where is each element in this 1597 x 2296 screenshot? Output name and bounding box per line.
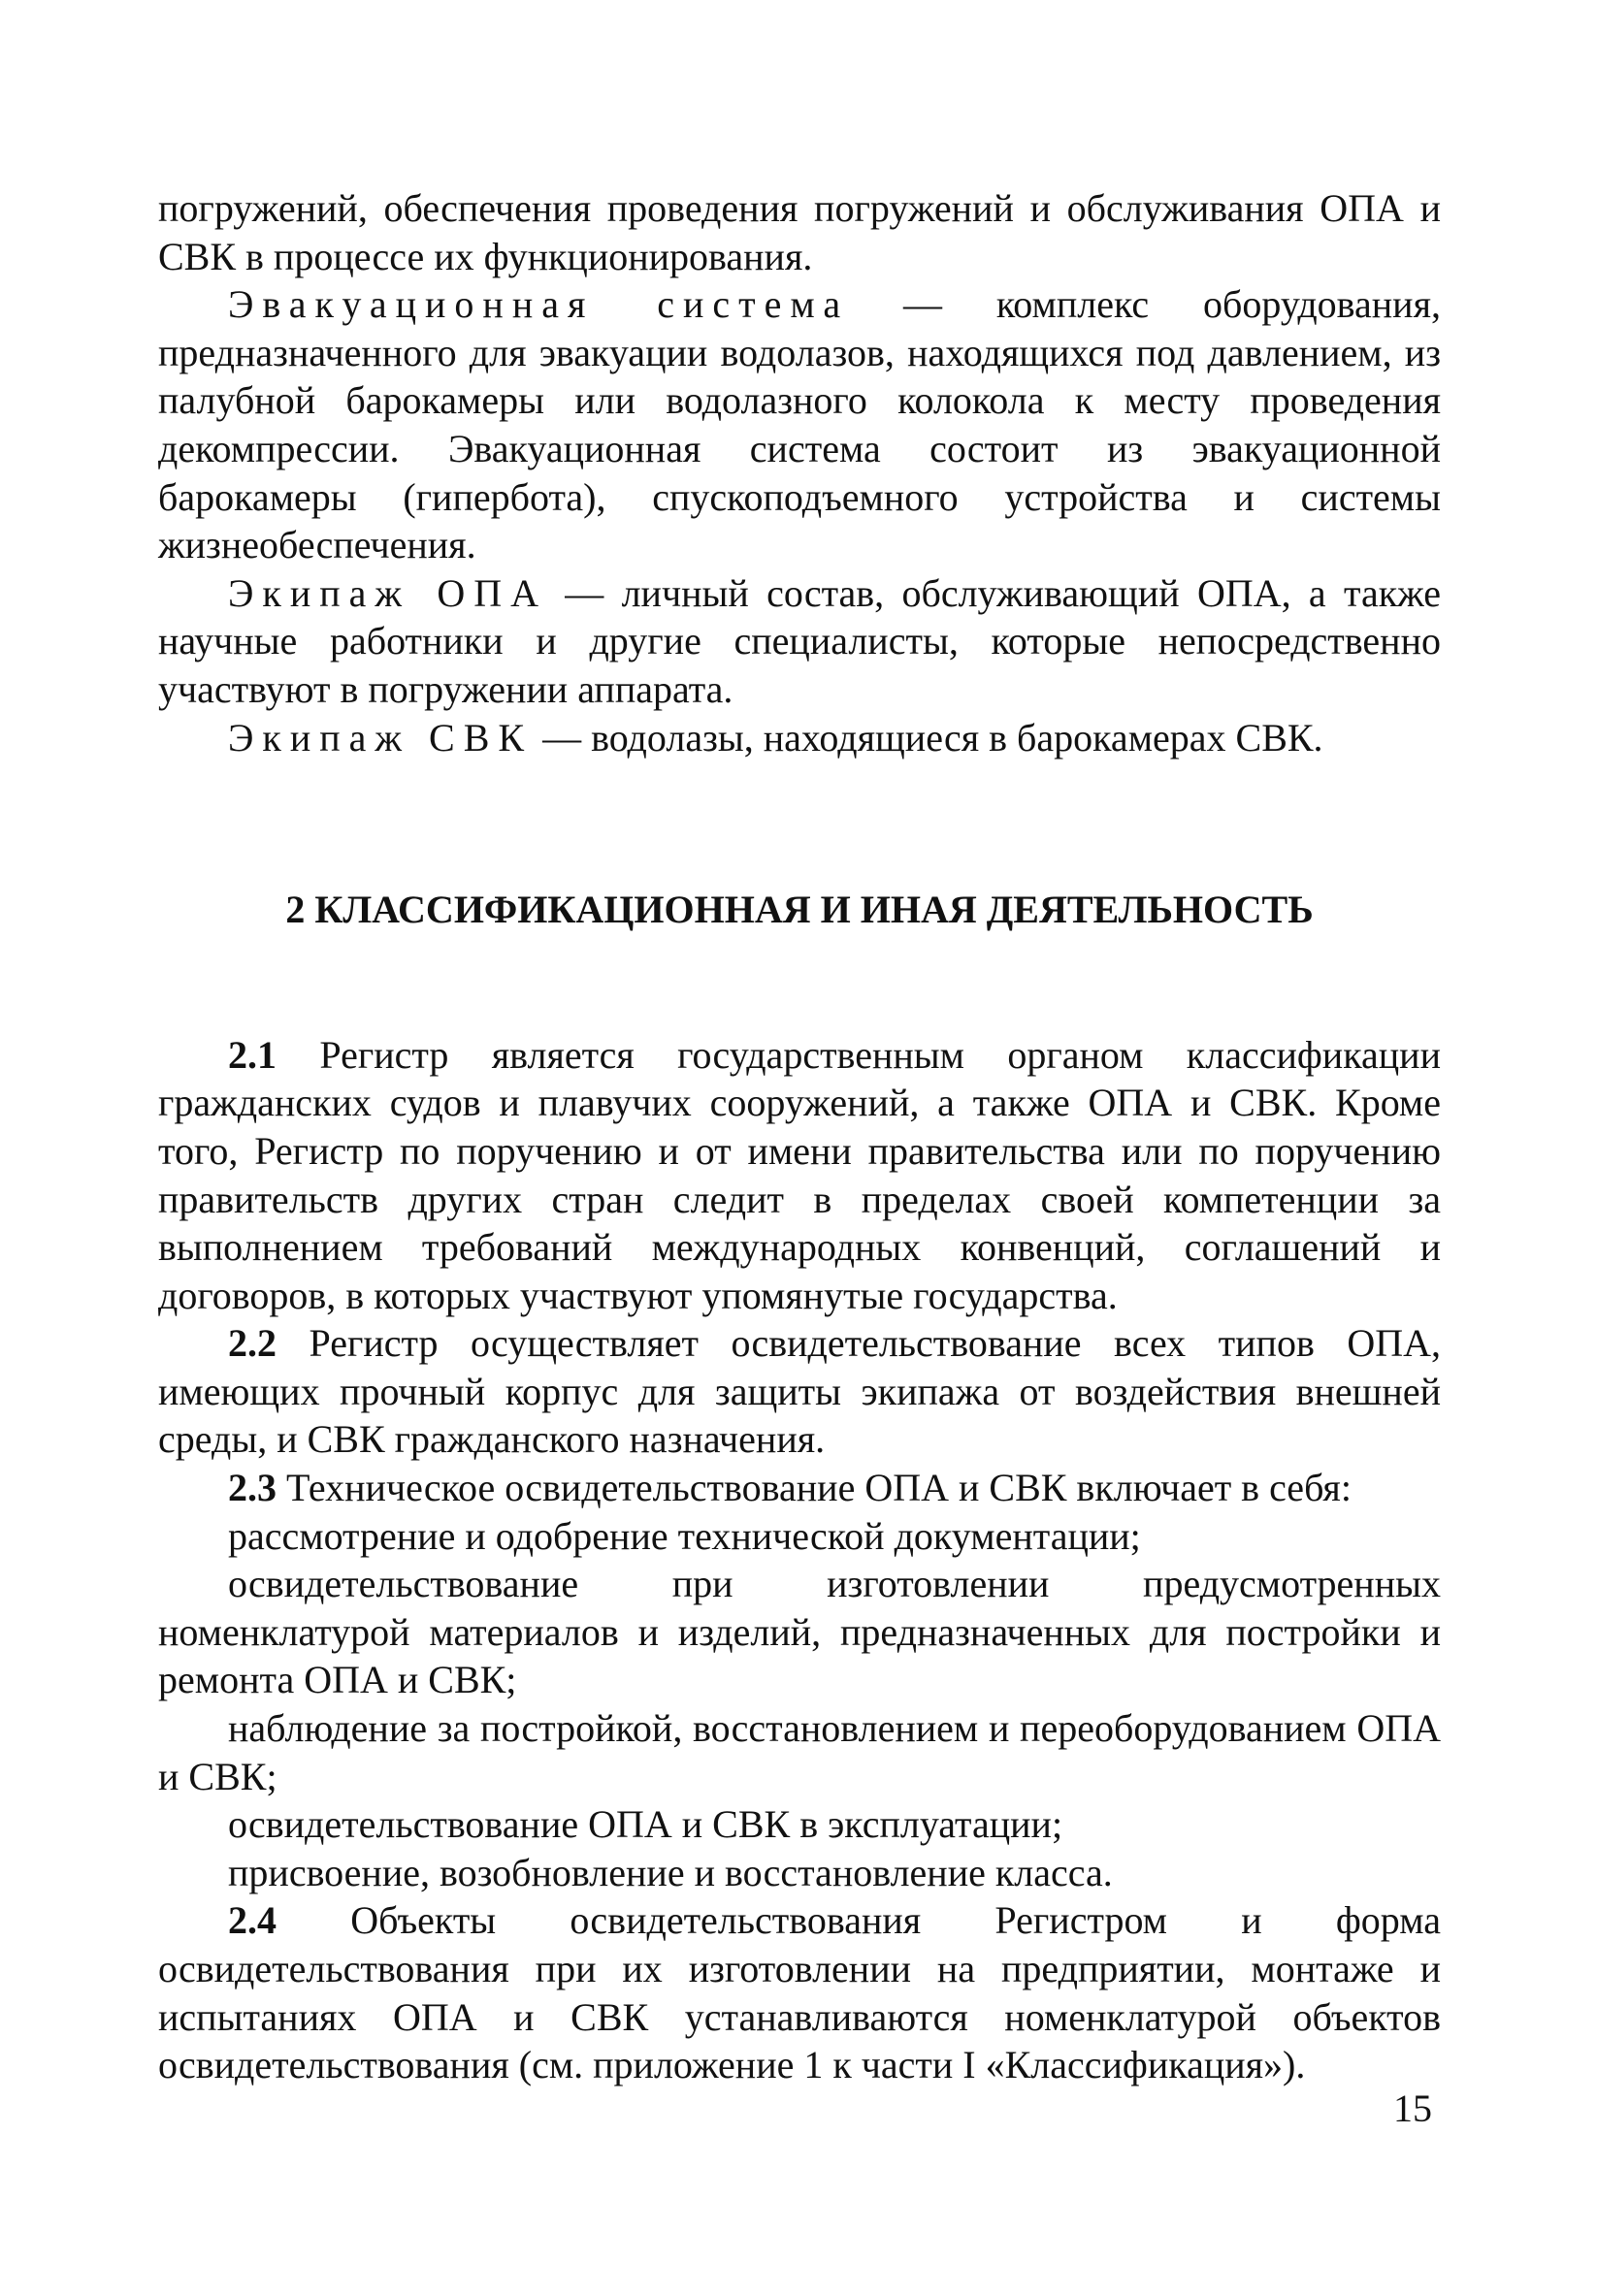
clause-number: 2.1 [228, 1032, 277, 1077]
page-number: 15 [1393, 2086, 1432, 2130]
clause-2-4 [158, 1896, 1441, 2088]
clause-2-1 [158, 1031, 1441, 1320]
clause-2-3-item: освидетельствование ОПА и СВК в эксплуатации; [228, 1802, 1063, 1847]
clause-2-3-item: рассмотрение и одобрение технической документации; [228, 1513, 1141, 1558]
clause-2-3-item: наблюдение за постройкой, восстановлением и переоборудованием ОПА и СВК; [158, 1706, 1441, 1798]
clause-text: Регистр осуществляет освидетельствование всех типов ОПА, имеющих прочный корпус для защиты экипажа от воздействия внешней среды, и СВК гражданского назначения. [158, 1321, 1441, 1462]
clause-2-2 [158, 1319, 1441, 1464]
clause-number: 2.3 [228, 1466, 277, 1510]
crew-opa-definition [158, 569, 1441, 714]
crew-svk-definition [158, 714, 1441, 762]
clause-text: Объекты освидетельствования Регистром и форма освидетельствования при их изготовлении на предприятии, монтаже и испытаниях ОПА и СВК устанавливаются номенклатурой объектов освидетельствования (см. приложение 1 к части I «Классификация»). [158, 1898, 1441, 2087]
definition-text: — личный состав, обслуживающий ОПА, а также научные работники и другие специалисты, которые непосредственно участвуют в погружении аппарата. [158, 570, 1441, 711]
definition-term: Экипаж ОПА [228, 570, 547, 615]
definition-term: Экипаж СВК [228, 715, 534, 760]
clause-2-3-item: присвоение, возобновление и восстановление класса. [228, 1850, 1113, 1894]
definition-term: Эвакуационная система [228, 282, 850, 327]
intro-continuation-paragraph: погружений, обеспечения проведения погружений и обслуживания ОПА и СВК в процессе их функционирования. [158, 186, 1441, 278]
definition-text: — комплекс оборудования, предназначенного для эвакуации водолазов, находящихся под давлением, из палубной барокамеры или водолазного колокола к месту проведения декомпрессии. Эвакуационная система состоит из эвакуационной барокамеры (гипербота), спускоподъемного устройства и системы жизнеобеспечения. [158, 282, 1441, 567]
clause-2-3 [158, 1464, 1441, 1512]
clause-2-3-item: освидетельствование при изготовлении предусмотренных номенклатурой материалов и изделий, предназначенных для постройки и ремонта ОПА и СВК; [158, 1562, 1441, 1702]
evacuation-system-definition [158, 280, 1441, 569]
document-page [158, 184, 1441, 2089]
clause-text: Регистр является государственным органом классификации гражданских судов и плавучих сооружений, а также ОПА и СВК. Кроме того, Регистр по поручению и от имени правительства или по поручению правительств других стран следит в пределах своей компетенции за выполнением требований международных конвенций, соглашений и договоров, в которых участвуют упомянутые государства. [158, 1032, 1441, 1317]
section-heading: 2 КЛАССИФИКАЦИОННАЯ И ИНАЯ ДЕЯТЕЛЬНОСТЬ [285, 888, 1314, 932]
clause-number: 2.2 [228, 1321, 277, 1366]
clause-text: Техническое освидетельствование ОПА и СВК включает в себя: [277, 1466, 1352, 1510]
clause-number: 2.4 [228, 1898, 277, 1943]
definition-text: — водолазы, находящиеся в барокамерах СВК. [533, 715, 1323, 760]
